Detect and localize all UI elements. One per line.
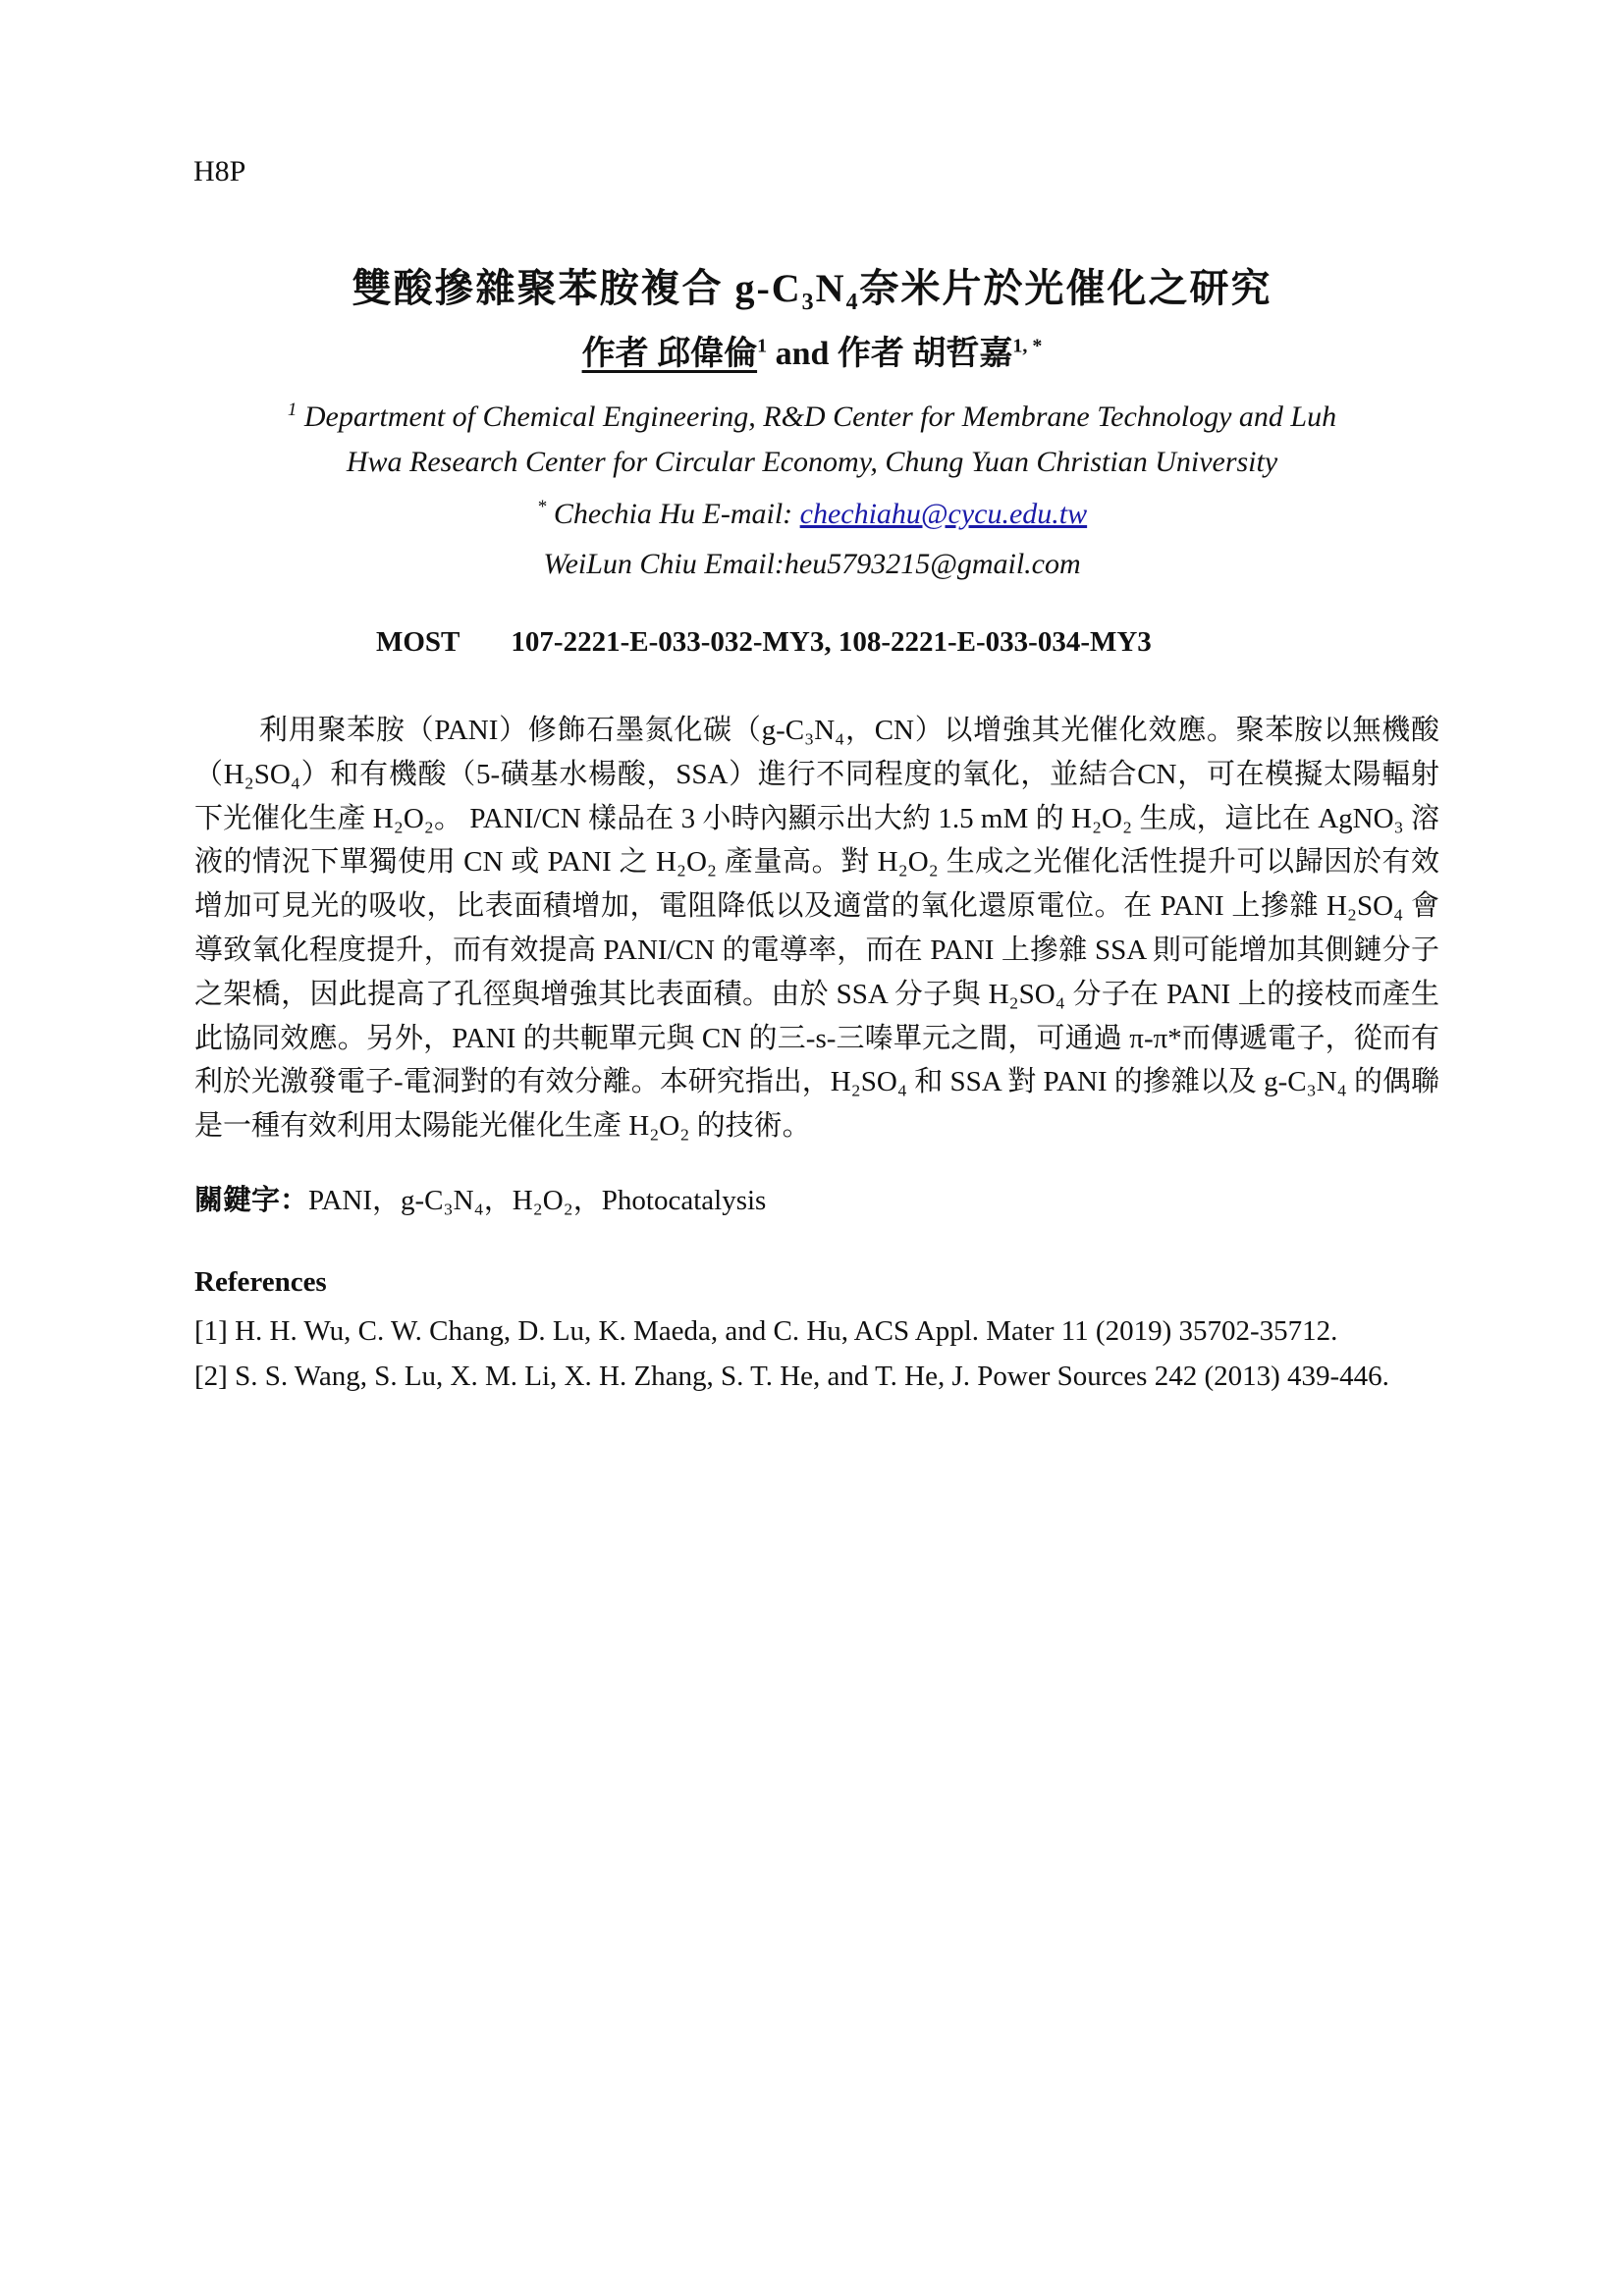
- references-heading: References: [194, 1266, 327, 1298]
- keywords-text: PANI，g-C₃N₄，H₂O₂，Photocatalysis: [308, 1185, 767, 1216]
- paper-title: 雙酸摻雜聚苯胺複合 g-C₃N₄奈米片於光催化之研究: [352, 266, 1272, 310]
- author-2: 胡哲嘉: [912, 336, 1013, 372]
- author-line: [0, 326, 1624, 374]
- paper-code: H8P: [193, 155, 246, 187]
- grant-line: [376, 626, 1152, 659]
- affiliation-block: [0, 388, 1624, 537]
- reference-item: [1] H. H. Wu, C. W. Chang, D. Lu, K. Maeda, and C. Hu, ACS Appl. Mater 11 (2019) 35702-35712.: [194, 1315, 1338, 1347]
- corresponding-author: [0, 485, 1624, 537]
- grant-numbers: 107-2221-E-033-032-MY3, 108-2221-E-033-034-MY3: [511, 626, 1152, 658]
- grant-label: MOST: [376, 626, 460, 658]
- corresponding-label: Chechia Hu E-mail:: [553, 498, 793, 530]
- abstract-text: 利用聚苯胺（PANI）修飾石墨氮化碳（g-C₃N₄，CN）以增強其光催化效應。聚苯胺以無機酸（H₂SO₄）和有機酸（5-磺基水楊酸，SSA）進行不同程度的氧化，並結合CN，可在模擬太陽輻射下光催化生產 H₂O₂。 PANI/CN 樣品在 3 小時內顯示出大約 1.5 mM 的 H₂O₂ 生成，這比在 AgNO₃ 溶液的情況下單獨使用 CN 或 PANI 之 H₂O₂ 產量高。對 H₂O₂ 生成之光催化活性提升可以歸因於有效增加可見光的吸收，比表面積增加，電阻降低以及適當的氧化還原電位。在 PANI 上摻雜 H₂SO₄ 會導致氧化程度提升，而有效提高 PANI/CN 的電導率，而在 PANI 上摻雜 SSA 則可能增加其側鏈分子之架橋，因此提高了孔徑與增強其比表面積。由於 SSA 分子與 H₂SO₄ 分子在 PANI 上的接枝而產生此協同效應。另外，PANI 的共軛單元與 CN 的三-s-三嗪單元之間，可通過 π-π*而傳遞電子，從而有利於光激發電子-電洞對的有效分離。本研究指出，H₂SO₄ 和 SSA 對 PANI 的摻雜以及 g-C₃N₄ 的偶聯是一種有效利用太陽能光催化生產 H₂O₂ 的技術。: [194, 715, 1439, 1143]
- reference-item: [2] S. S. Wang, S. Lu, X. M. Li, X. H. Zhang, S. T. He, and T. He, J. Power Sources 242 (2013) 439-446.: [194, 1361, 1389, 1392]
- author-2-affiliation: 1, *: [1012, 335, 1043, 357]
- references-list: [194, 1309, 1439, 1400]
- corresponding-marker: *: [536, 497, 547, 517]
- affiliation-marker: 1: [287, 400, 298, 420]
- keywords-label: 關鍵字：: [194, 1185, 309, 1216]
- affiliation-line-1: $^1$ Department of Chemical Engineering, R&D Center for Membrane Technology and Luh: [287, 400, 1337, 433]
- contact-email: WeiLun Chiu Email:heu5793215@gmail.com: [543, 548, 1081, 580]
- corresponding-email-link[interactable]: chechiahu@cycu.edu.tw: [799, 498, 1088, 530]
- author-connector: and 作者: [775, 336, 904, 372]
- affiliation-line-2: Hwa Research Center for Circular Economy, Chung Yuan Christian University: [346, 446, 1278, 478]
- author-1-affiliation: 1: [757, 335, 768, 357]
- author-1: 作者 邱偉倫: [581, 336, 758, 372]
- keywords-line: [194, 1178, 766, 1218]
